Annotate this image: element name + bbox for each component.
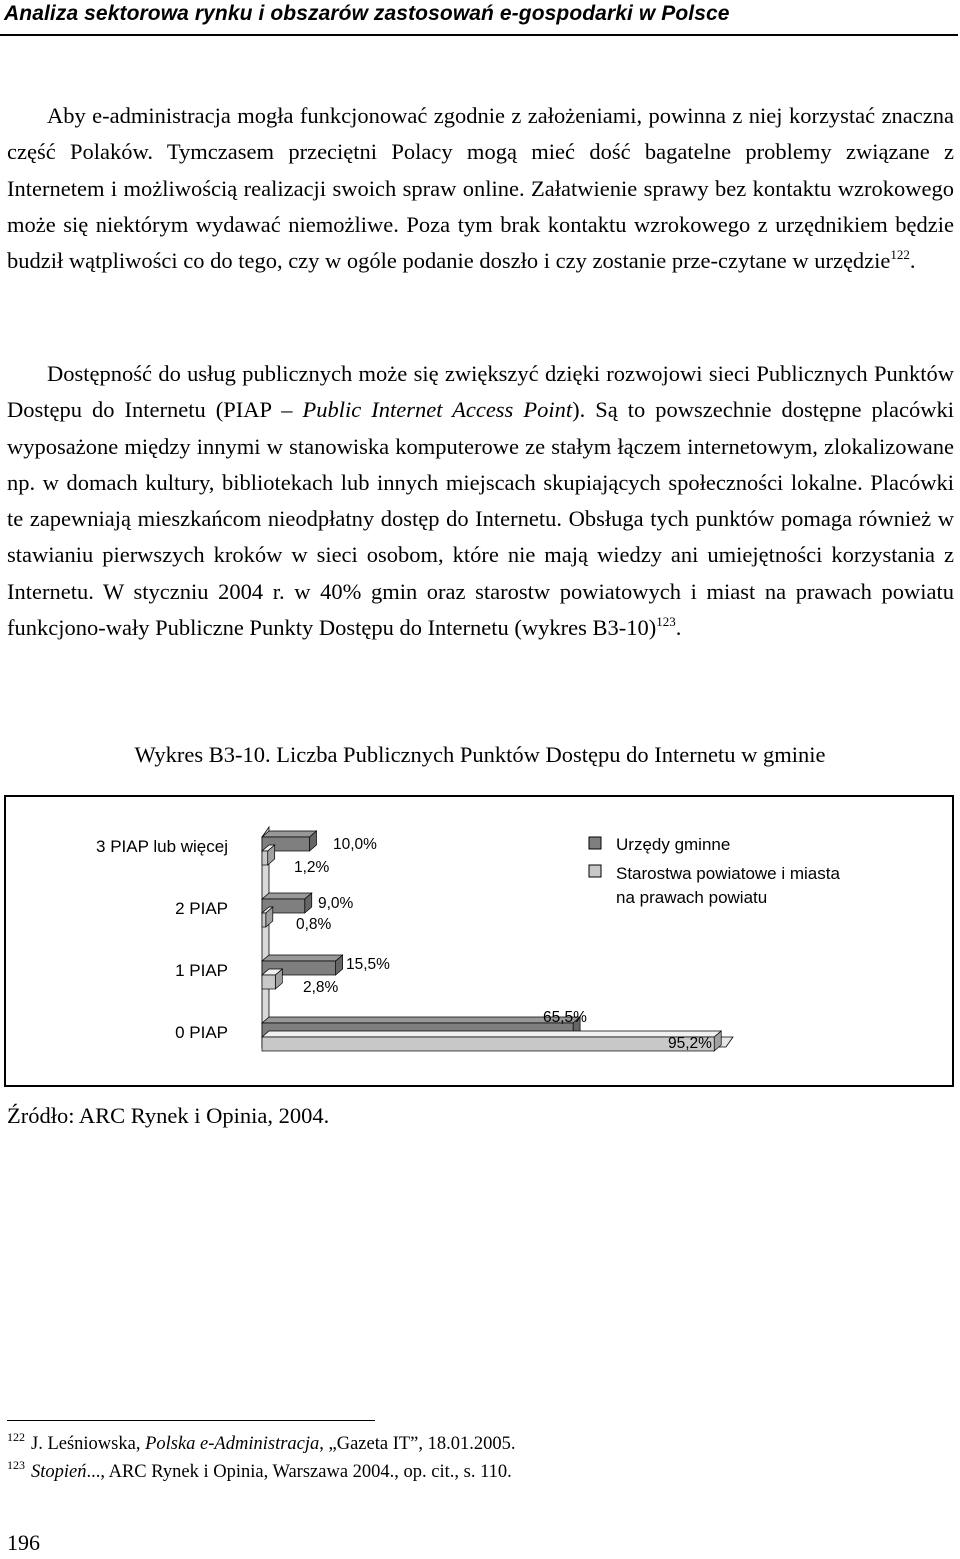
footnote-123: $^{123}$ Stopień..., ARC Rynek i Opinia, Warszawa 2004., op. cit., s. 110. <box>7 1458 512 1482</box>
data-label: 65,5% <box>543 1009 587 1026</box>
category-label: 1 PIAP <box>175 961 228 980</box>
paragraph-2-italic: Public Internet Access Point <box>302 397 573 423</box>
footnote-rule <box>7 1420 375 1421</box>
footnote-122: $^{122}$ J. Leśniowska, Polska e-Administracja, „Gazeta IT”, 18.01.2005. <box>7 1430 516 1454</box>
bar-top <box>262 893 312 899</box>
footnote-ref-123[interactable]: 123 <box>656 614 676 630</box>
category-label: 0 PIAP <box>175 1023 228 1042</box>
paragraph-1: Aby e-administracja mogła funkcjonować zgodnie z założeniami, powinna z niej korzystać znaczna część Polaków. Tymczasem przeciętni Polacy mogą mieć dość bagatelne problemy związane z Internetem i możliwością realizacji swoich spraw online. Załatwienie sprawy bez kontaktu wzrokowego może się niektórym wydawać niemożliwe. Poza tym brak kontaktu wzrokowego z urzędnikiem będzie budził wątpliwości co do tego, czy w ogóle podanie doszło i czy zostanie prze-czytane w urzędzie$^{122}$. <box>7 103 954 274</box>
running-header <box>0 0 958 36</box>
paragraph-2-text-a: Dostępność do usług publicznych może się zwiększyć dzięki rozwojowi sieci Publicznych Punktów Dostępu do Internetu (PIAP – <box>7 361 954 423</box>
bar <box>262 975 275 989</box>
bar-top <box>262 831 317 837</box>
data-label: 0,8% <box>296 916 332 933</box>
paragraph-2-text-b: ). Są to powszechnie dostępne placówki wyposażone między innymi w stanowiska komputerowe ze stałym łączem internetowym, zlokalizowane np. w domach kultury, bibliotekach lub innych miejscach skupiających społeczności lokalne. Placówki te zapewniają mieszkańcom nieodpłatny dostęp do Internetu. Obsługa tych punktów pomaga również w stawianiu pierwszych kroków w sieci osobom, które nie mają wiedzy ani umiejętności korzystania z Internetu. W styczniu 2004 r. w 40% gmin oraz starostw powiatowych i miast na prawach powiatu funkcjono-wały Publiczne Punkty Dostępu do Internetu (wykres B3-10) <box>7 397 954 641</box>
running-header-title: Analiza sektorowa rynku i obszarów zastosowań e-gospodarki w Polsce <box>4 2 730 25</box>
category-label: 3 PIAP lub więcej <box>96 837 228 856</box>
data-label: 10,0% <box>333 836 377 853</box>
footnote-ref-122[interactable]: 122 <box>890 247 910 263</box>
data-label: 1,2% <box>294 859 330 876</box>
legend-swatch <box>589 837 601 849</box>
chart-source: Źródło: ARC Rynek i Opinia, 2004. <box>7 1103 330 1128</box>
paragraph-2: Dostępność do usług publicznych może się zwiększyć dzięki rozwojowi sieci Publicznych Punktów Dostępu do Internetu (PIAP – Public Internet Access Point). Są to powszechnie dostępne placówki wyposażone między innymi w stanowiska komputerowe ze stałym łączem internetowym, zlokalizowane np. w domach kultury, bibliotekach lub innych miejscach skupiających społeczności lokalne. Placówki te zapewniają mieszkańcom nieodpłatny dostęp do Internetu. Obsługa tych punktów pomaga również w stawianiu pierwszych kroków w sieci osobom, które nie mają wiedzy ani umiejętności korzystania z Internetu. W styczniu 2004 r. w 40% gmin oraz starostw powiatowych i miast na prawach powiatu funkcjono-wały Publiczne Punkty Dostępu do Internetu (wykres B3-10)$^{123}$. <box>7 361 954 641</box>
bar <box>262 851 268 865</box>
legend-swatch <box>589 865 601 877</box>
bar-chart <box>6 797 952 1085</box>
bar <box>262 1037 714 1051</box>
bar-top <box>262 1031 721 1037</box>
bar-top <box>262 1017 580 1023</box>
legend-label: Starostwa powiatowe i miasta <box>616 864 840 883</box>
data-label: 15,5% <box>346 956 390 973</box>
category-label: 2 PIAP <box>175 899 228 918</box>
footnote-number: 122 <box>7 1430 25 1444</box>
page-number: 196 <box>7 1530 40 1555</box>
chart-caption: Wykres B3-10. Liczba Publicznych Punktów Dostępu do Internetu w gminie <box>134 742 826 767</box>
data-label: 95,2% <box>668 1035 712 1052</box>
bar-top <box>262 955 343 961</box>
paragraph-1-text: Aby e-administracja mogła funkcjonować zgodnie z założeniami, powinna z niej korzystać znaczna część Polaków. Tymczasem przeciętni Polacy mogą mieć dość bagatelne problemy związane z Internetem i możliwością realizacji swoich spraw online. Załatwienie sprawy bez kontaktu wzrokowego może się niektórym wydawać niemożliwe. Poza tym brak kontaktu wzrokowego z urzędnikiem będzie budził wątpliwości co do tego, czy w ogóle podanie doszło i czy zostanie prze-czytane w urzędzie <box>7 103 954 274</box>
footnote-number: 123 <box>7 1458 25 1472</box>
bar <box>262 913 266 927</box>
data-label: 9,0% <box>318 895 354 912</box>
legend-label: na prawach powiatu <box>616 888 768 907</box>
data-label: 2,8% <box>303 979 339 996</box>
legend-label: Urzędy gminne <box>616 835 731 854</box>
chart-frame <box>4 795 954 1087</box>
